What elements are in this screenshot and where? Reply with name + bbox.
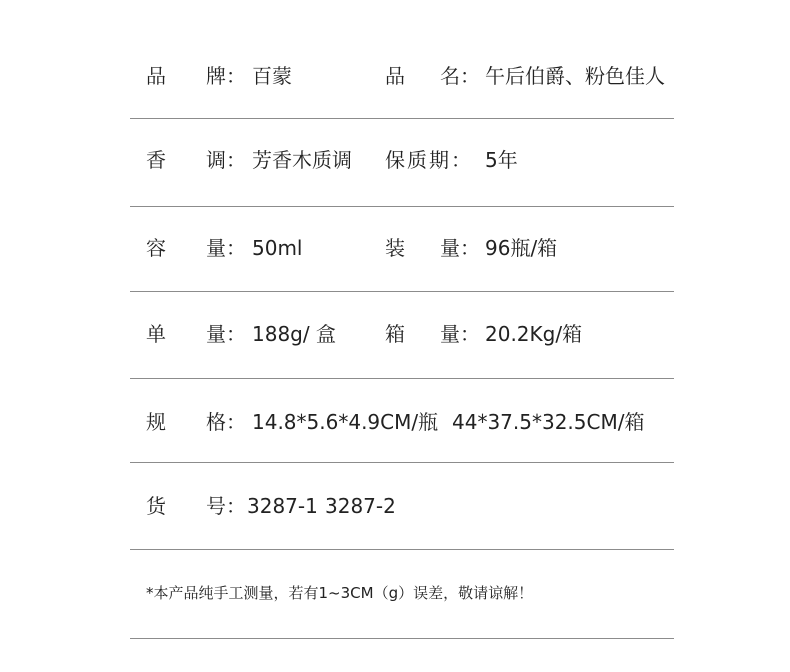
packing-label-char: 装 [385, 236, 405, 260]
volume-label-char: 容 [146, 236, 166, 260]
case-weight-label-suffix: 量： [440, 322, 480, 346]
product-name-label-suffix: 名： [440, 64, 480, 88]
item-number-value-2: 3287-2 [325, 494, 396, 518]
brand-label-suffix: 牌： [206, 64, 246, 88]
unit-weight-label-suffix: 量： [206, 322, 246, 346]
dimensions-label-suffix: 格： [206, 410, 246, 434]
packing-value: 96瓶/箱 [485, 236, 558, 260]
row-divider [130, 291, 674, 292]
item-number-label-suffix: 号： [206, 494, 246, 518]
shelf-life-value: 5年 [485, 148, 518, 172]
item-number-value-1: 3287-1 [247, 494, 318, 518]
packing-label-suffix: 量： [440, 236, 480, 260]
dimensions-label-char: 规 [146, 410, 166, 434]
shelf-life-label: 保质期： [385, 148, 473, 172]
bottle-dimensions-value: 14.8*5.6*4.9CM/瓶 [252, 410, 439, 434]
case-weight-label-char: 箱 [385, 322, 405, 346]
row-divider [130, 549, 674, 550]
brand-value: 百蒙 [252, 64, 292, 88]
row-divider [130, 118, 674, 119]
bottom-divider [130, 638, 674, 639]
row-divider [130, 462, 674, 463]
item-number-label-char: 货 [146, 494, 166, 518]
unit-weight-value: 188g/ 盒 [252, 322, 336, 346]
case-weight-value: 20.2Kg/箱 [485, 322, 583, 346]
unit-weight-label-char: 单 [146, 322, 166, 346]
scent-label-suffix: 调： [206, 148, 246, 172]
measurement-note: *本产品纯手工测量，若有1~3CM（g）误差，敬请谅解！ [146, 584, 534, 602]
row-divider [130, 378, 674, 379]
product-name-label-char: 品 [385, 64, 405, 88]
product-name-value: 午后伯爵、粉色佳人 [485, 64, 665, 88]
scent-value: 芳香木质调 [252, 148, 352, 172]
volume-label-suffix: 量： [206, 236, 246, 260]
case-dimensions-value: 44*37.5*32.5CM/箱 [452, 410, 645, 434]
brand-label-char: 品 [146, 64, 166, 88]
scent-label-char: 香 [146, 148, 166, 172]
volume-value: 50ml [252, 236, 303, 260]
row-divider [130, 206, 674, 207]
